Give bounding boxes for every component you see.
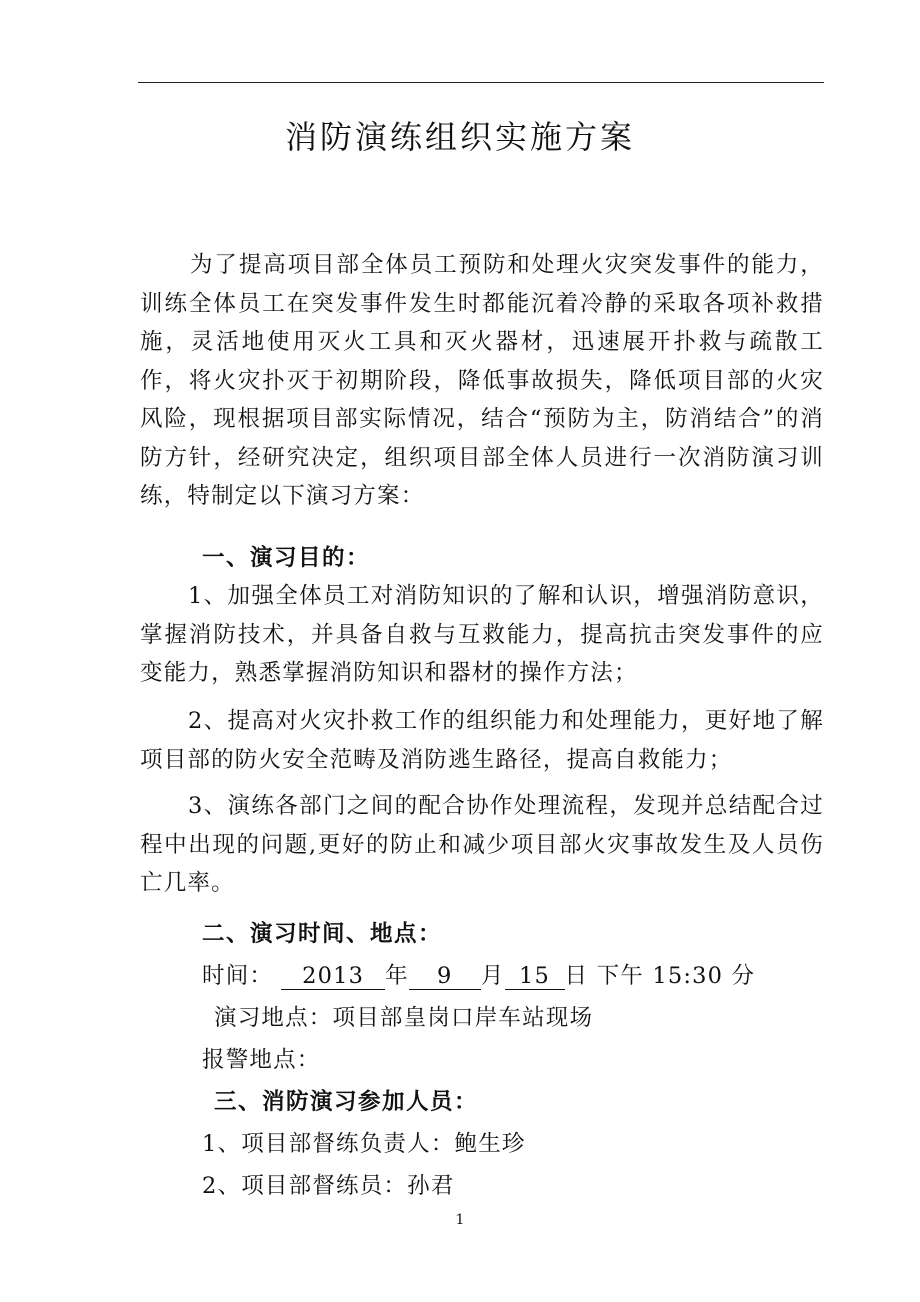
drill-location: 演习地点：项目部皇岗口岸车站现场 (214, 1005, 594, 1031)
day-value: 15 (505, 963, 565, 990)
section-heading-participants: 三、消防演习参加人员： (214, 1089, 479, 1115)
month-unit: 月 (480, 963, 505, 989)
day-unit: 日 (564, 963, 589, 989)
section-heading-time-place: 二、演习时间、地点： (202, 921, 443, 947)
year-value: 2013 (281, 963, 385, 990)
intro-paragraph: 为了提高项目部全体员工预防和处理火灾突发事件的能力，训练全体员工在突发事件发生时都能沉着冷静的采取各项补救措施，灵活地使用灭火工具和灭火器材，迅速展开扑救与疏散工作，将火灾扑灭于初期阶段，降低事故损失，降低项目部的火灾风险，现根据项目部实际情况，结合“预防为主，防消结合”的消防方针，经研究决定，组织项目部全体人员进行一次消防演习训练，特制定以下演习方案： (140, 252, 824, 509)
participant-item-1: 1、项目部督练负责人：鲍生珍 (202, 1131, 526, 1157)
alarm-location: 报警地点： (202, 1047, 321, 1073)
header-rule (138, 82, 824, 83)
purpose-item-3: 3、演练各部门之间的配合协作处理流程，发现并总结配合过程中出现的问题,更好的防止和减少项目部火灾事故发生及人员伤亡几率。 (140, 793, 824, 896)
purpose-item-2: 2、提高对火灾扑救工作的组织能力和处理能力，更好地了解项目部的防火安全范畴及消防逃生路径，提高自救能力； (140, 708, 824, 773)
time-label: 时间： (202, 963, 274, 989)
purpose-item-1: 1、加强全体员工对消防知识的了解和认识，增强消防意识，掌握消防技术，并具备自救与互救能力，提高抗击突发事件的应变能力，熟悉掌握消防知识和器材的操作方法； (140, 583, 824, 686)
drill-time-line (202, 958, 755, 990)
time-of-day: 下午 15:30 分 (588, 963, 756, 989)
participant-item-2: 2、项目部督练员：孙君 (202, 1173, 455, 1199)
document-title: 消防演练组织实施方案 (284, 118, 635, 156)
section-heading-purpose: 一、演习目的： (202, 545, 371, 571)
month-value: 9 (409, 963, 481, 990)
year-unit: 年 (385, 963, 409, 989)
page-number: 1 (455, 1212, 465, 1228)
